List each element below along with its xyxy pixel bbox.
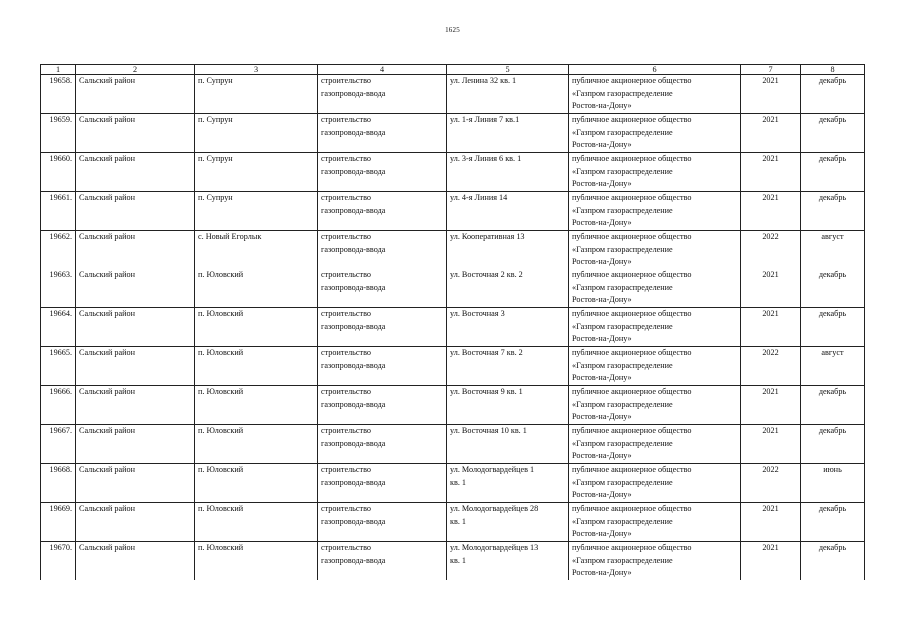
district-cell: Сальский район (76, 347, 195, 386)
organization-cell: публичное акционерное общество «Газпром газораспределение Ростов-на-Дону» (569, 269, 741, 308)
settlement-cell: п. Супрун (195, 114, 318, 153)
month-cell: декабрь (801, 153, 865, 192)
table-row (41, 114, 865, 153)
settlement-cell: п. Супрун (195, 192, 318, 231)
table-row (41, 269, 865, 308)
row-number-cell: 19659. (41, 114, 76, 153)
organization-cell: публичное акционерное общество «Газпром газораспределение Ростов-на-Дону» (569, 386, 741, 425)
month-cell: декабрь (801, 425, 865, 464)
address-cell: ул. Ленина 32 кв. 1 (447, 75, 569, 114)
district-cell: Сальский район (76, 231, 195, 270)
district-cell: Сальский район (76, 75, 195, 114)
row-number-cell: 19668. (41, 464, 76, 503)
work-type-cell: строительство газопровода-ввода (318, 347, 447, 386)
year-cell: 2021 (741, 192, 801, 231)
month-cell: декабрь (801, 269, 865, 308)
work-type-cell: строительство газопровода-ввода (318, 269, 447, 308)
gas-pipeline-register-table (40, 64, 865, 580)
organization-cell: публичное акционерное общество «Газпром газораспределение Ростов-на-Дону» (569, 75, 741, 114)
district-cell: Сальский район (76, 114, 195, 153)
column-number: 8 (801, 65, 865, 75)
settlement-cell: п. Юловский (195, 464, 318, 503)
table-row (41, 425, 865, 464)
district-cell: Сальский район (76, 503, 195, 542)
organization-cell: публичное акционерное общество «Газпром газораспределение Ростов-на-Дону» (569, 308, 741, 347)
district-cell: Сальский район (76, 542, 195, 581)
work-type-cell: строительство газопровода-ввода (318, 386, 447, 425)
district-cell: Сальский район (76, 153, 195, 192)
column-number: 6 (569, 65, 741, 75)
district-cell: Сальский район (76, 386, 195, 425)
page-number: 1625 (445, 26, 460, 34)
settlement-cell: п. Юловский (195, 308, 318, 347)
organization-cell: публичное акционерное общество «Газпром газораспределение Ростов-на-Дону» (569, 231, 741, 270)
row-number-cell: 19660. (41, 153, 76, 192)
month-cell: декабрь (801, 75, 865, 114)
table-row (41, 153, 865, 192)
district-cell: Сальский район (76, 192, 195, 231)
month-cell: август (801, 347, 865, 386)
month-cell: август (801, 231, 865, 270)
address-cell: ул. Молодогвардейцев 28 кв. 1 (447, 503, 569, 542)
address-cell: ул. Восточная 3 (447, 308, 569, 347)
year-cell: 2021 (741, 153, 801, 192)
row-number-cell: 19669. (41, 503, 76, 542)
work-type-cell: строительство газопровода-ввода (318, 425, 447, 464)
address-cell: ул. Восточная 10 кв. 1 (447, 425, 569, 464)
table-row (41, 386, 865, 425)
table-row (41, 308, 865, 347)
row-number-cell: 19666. (41, 386, 76, 425)
district-cell: Сальский район (76, 308, 195, 347)
settlement-cell: п. Юловский (195, 542, 318, 581)
row-number-cell: 19667. (41, 425, 76, 464)
organization-cell: публичное акционерное общество «Газпром газораспределение Ростов-на-Дону» (569, 114, 741, 153)
year-cell: 2021 (741, 503, 801, 542)
address-cell: ул. Молодогвардейцев 1 кв. 1 (447, 464, 569, 503)
row-number-cell: 19658. (41, 75, 76, 114)
work-type-cell: строительство газопровода-ввода (318, 114, 447, 153)
year-cell: 2021 (741, 114, 801, 153)
month-cell: декабрь (801, 386, 865, 425)
row-number-cell: 19664. (41, 308, 76, 347)
year-cell: 2022 (741, 347, 801, 386)
table-row (41, 192, 865, 231)
month-cell: декабрь (801, 503, 865, 542)
row-number-cell: 19670. (41, 542, 76, 581)
district-cell: Сальский район (76, 425, 195, 464)
table-row (41, 464, 865, 503)
table-row (41, 347, 865, 386)
settlement-cell: п. Супрун (195, 75, 318, 114)
work-type-cell: строительство газопровода-ввода (318, 308, 447, 347)
district-cell: Сальский район (76, 464, 195, 503)
address-cell: ул. Кооперативная 13 (447, 231, 569, 270)
settlement-cell: п. Юловский (195, 269, 318, 308)
year-cell: 2021 (741, 386, 801, 425)
month-cell: декабрь (801, 114, 865, 153)
row-number-cell: 19661. (41, 192, 76, 231)
year-cell: 2021 (741, 542, 801, 581)
work-type-cell: строительство газопровода-ввода (318, 542, 447, 581)
year-cell: 2022 (741, 231, 801, 270)
organization-cell: публичное акционерное общество «Газпром газораспределение Ростов-на-Дону» (569, 425, 741, 464)
work-type-cell: строительство газопровода-ввода (318, 153, 447, 192)
year-cell: 2021 (741, 425, 801, 464)
address-cell: ул. 3-я Линия 6 кв. 1 (447, 153, 569, 192)
column-number: 1 (41, 65, 76, 75)
work-type-cell: строительство газопровода-ввода (318, 231, 447, 270)
settlement-cell: п. Юловский (195, 425, 318, 464)
column-number: 3 (195, 65, 318, 75)
address-cell: ул. Восточная 2 кв. 2 (447, 269, 569, 308)
month-cell: июнь (801, 464, 865, 503)
settlement-cell: п. Юловский (195, 386, 318, 425)
month-cell: декабрь (801, 192, 865, 231)
work-type-cell: строительство газопровода-ввода (318, 75, 447, 114)
organization-cell: публичное акционерное общество «Газпром газораспределение Ростов-на-Дону» (569, 192, 741, 231)
table-row (41, 75, 865, 114)
year-cell: 2021 (741, 75, 801, 114)
year-cell: 2021 (741, 308, 801, 347)
settlement-cell: п. Юловский (195, 347, 318, 386)
organization-cell: публичное акционерное общество «Газпром газораспределение Ростов-на-Дону» (569, 347, 741, 386)
organization-cell: публичное акционерное общество «Газпром газораспределение Ростов-на-Дону» (569, 542, 741, 581)
settlement-cell: п. Супрун (195, 153, 318, 192)
year-cell: 2022 (741, 464, 801, 503)
table-row (41, 503, 865, 542)
table-row (41, 542, 865, 581)
column-number-header-row (41, 65, 865, 75)
address-cell: ул. Восточная 9 кв. 1 (447, 386, 569, 425)
organization-cell: публичное акционерное общество «Газпром газораспределение Ростов-на-Дону» (569, 153, 741, 192)
address-cell: ул. Молодогвардейцев 13 кв. 1 (447, 542, 569, 581)
work-type-cell: строительство газопровода-ввода (318, 503, 447, 542)
address-cell: ул. Восточная 7 кв. 2 (447, 347, 569, 386)
month-cell: декабрь (801, 308, 865, 347)
column-number: 7 (741, 65, 801, 75)
district-cell: Сальский район (76, 269, 195, 308)
organization-cell: публичное акционерное общество «Газпром газораспределение Ростов-на-Дону» (569, 464, 741, 503)
column-number: 2 (76, 65, 195, 75)
address-cell: ул. 4-я Линия 14 (447, 192, 569, 231)
row-number-cell: 19665. (41, 347, 76, 386)
year-cell: 2021 (741, 269, 801, 308)
address-cell: ул. 1-я Линия 7 кв.1 (447, 114, 569, 153)
column-number: 4 (318, 65, 447, 75)
settlement-cell: п. Юловский (195, 503, 318, 542)
settlement-cell: с. Новый Егорлык (195, 231, 318, 270)
month-cell: декабрь (801, 542, 865, 581)
organization-cell: публичное акционерное общество «Газпром газораспределение Ростов-на-Дону» (569, 503, 741, 542)
column-number: 5 (447, 65, 569, 75)
work-type-cell: строительство газопровода-ввода (318, 464, 447, 503)
row-number-cell: 19663. (41, 269, 76, 308)
work-type-cell: строительство газопровода-ввода (318, 192, 447, 231)
table-row (41, 231, 865, 270)
row-number-cell: 19662. (41, 231, 76, 270)
